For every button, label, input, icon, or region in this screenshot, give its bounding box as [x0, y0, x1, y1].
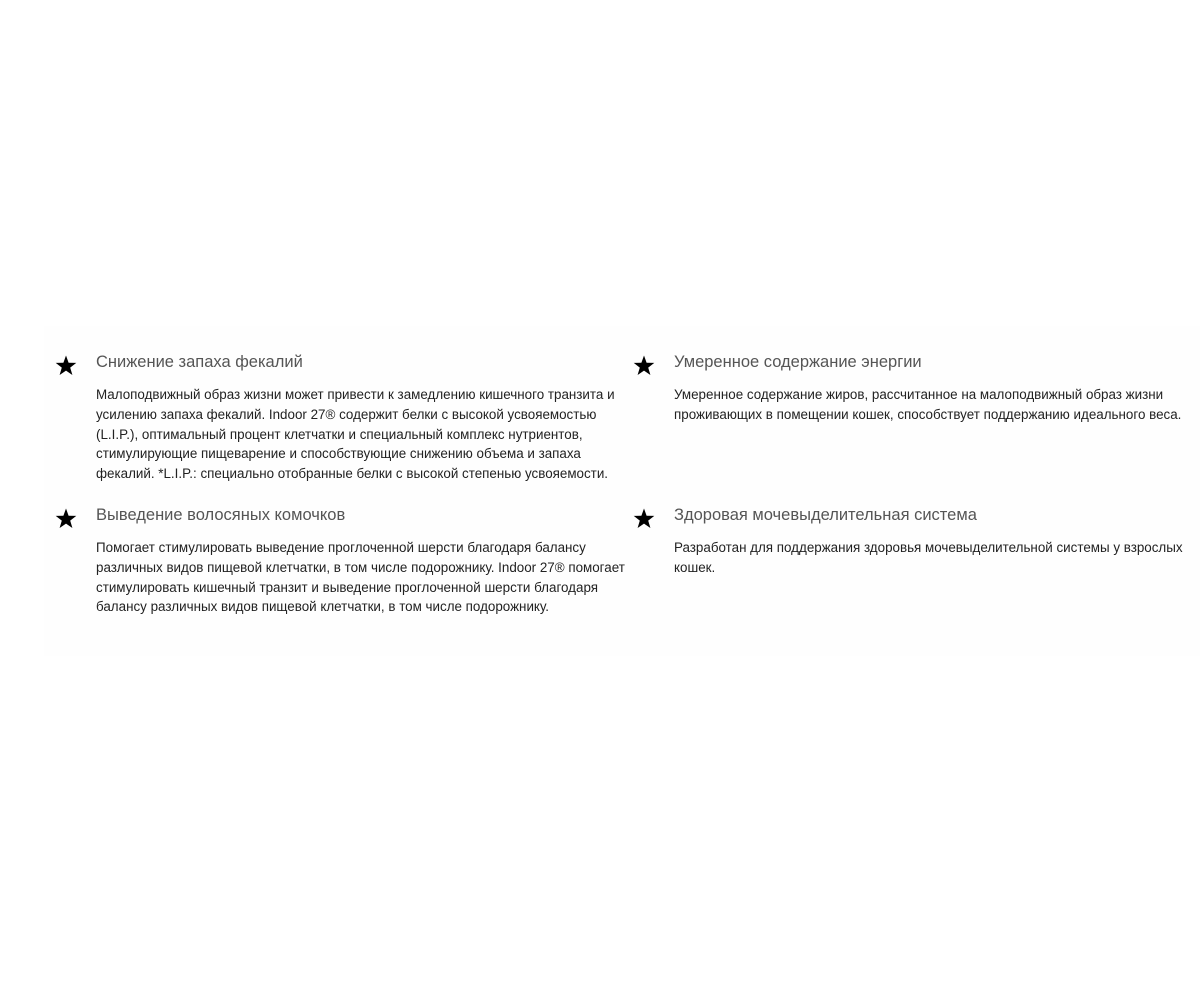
benefit-title: Здоровая мочевыделительная система [674, 506, 977, 524]
benefits-panel [44, 326, 1200, 656]
benefit-title: Умеренное содержание энергии [674, 353, 922, 371]
star-icon [54, 354, 78, 378]
star-icon [54, 507, 78, 531]
benefit-description: Умеренное содержание жиров, рассчитанное на малоподвижный образ жизни проживающих в помещении кошек, способствует поддержанию идеального веса. [674, 387, 1182, 422]
benefit-title: Выведение волосяных комочков [96, 506, 346, 524]
star-icon [632, 507, 656, 531]
benefit-title: Снижение запаха фекалий [96, 353, 303, 371]
benefit-description: Малоподвижный образ жизни может привести к замедлению кишечного транзита и усилению запаха фекалий. Indoor 27® содержит белки с высокой усвояемостью (L.I.P.), оптимальный процент клетчатки и специальный комплекс нутриентов, стимулирующие пищеварение и способствующие снижению объема и запаха фекалий. *L.I.P.: специально отобранные белки с высокой степенью усвояемости. [96, 387, 615, 482]
benefit-description: Помогает стимулировать выведение проглоченной шерсти благодаря балансу различных видов пищевой клетчатки, в том числе подорожнику. Indoor 27® помогает стимулировать кишечный транзит и выведение проглоченной шерсти благодаря балансу различных видов пищевой клетчатки, в том числе подорожнику. [96, 540, 625, 615]
benefit-description: Разработан для поддержания здоровья мочевыделительной системы у взрослых кошек. [674, 540, 1183, 575]
star-icon [632, 354, 656, 378]
